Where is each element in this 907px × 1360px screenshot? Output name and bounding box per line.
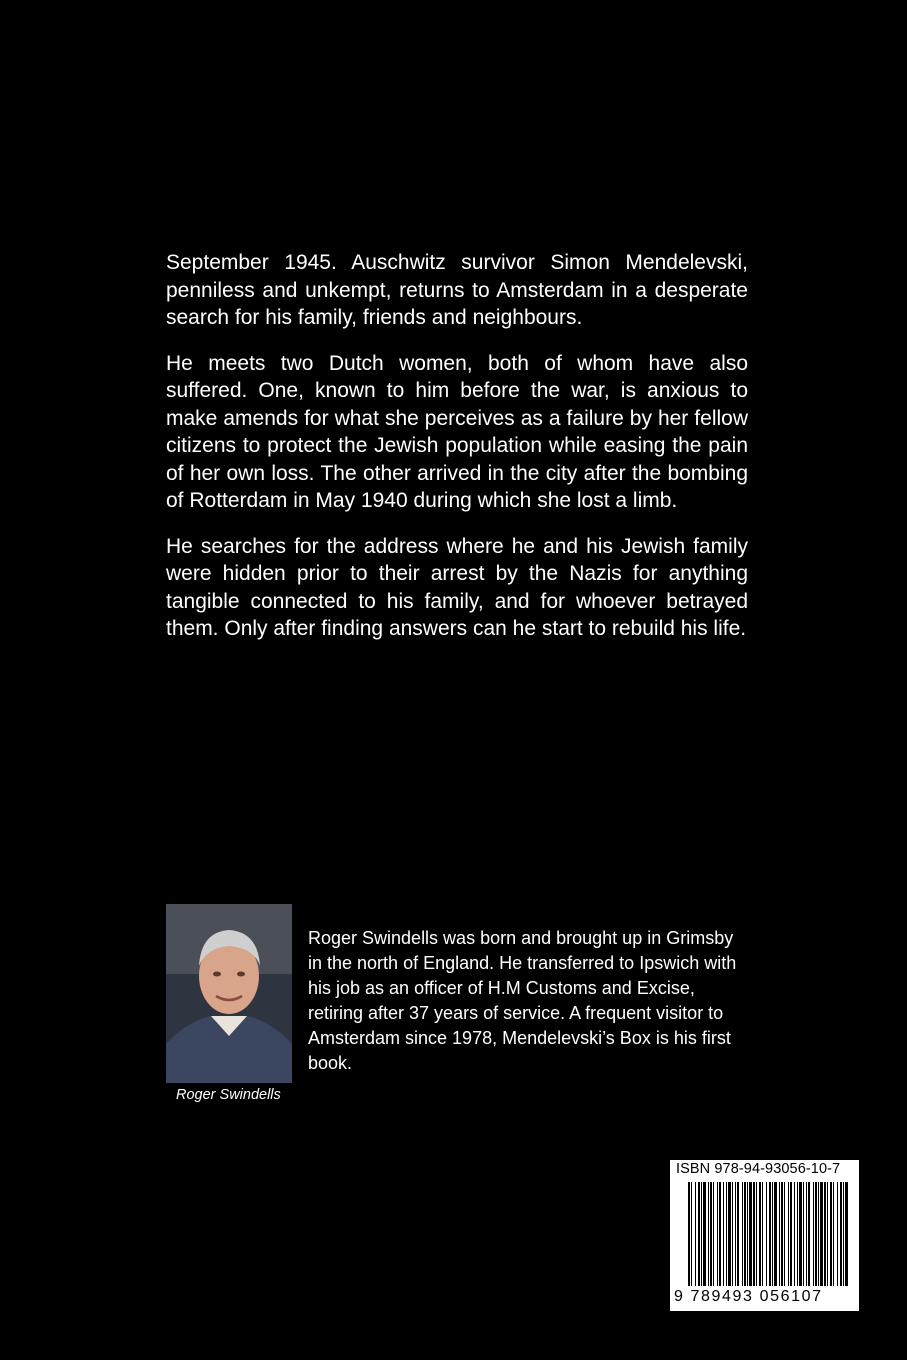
blurb-paragraph-1: September 1945. Auschwitz survivor Simon Mendelevski, penniless and unkempt, returns to Amsterdam in a desperate search for his family, friends and neighbours. [166, 251, 748, 329]
back-cover-blurb [166, 249, 748, 661]
author-photo [166, 904, 292, 1083]
barcode-digits: 9 789493 056107 [674, 1288, 823, 1305]
blurb-paragraph-3: He searches for the address where he and his Jewish family were hidden prior to their arrest by the Nazis for anything tangible connected to his family, and for whoever betrayed them. Only after finding answers can he start to rebuild his life. [166, 534, 748, 640]
author-bio: Roger Swindells was born and brought up in Grimsby in the north of England. He transferred to Ipswich with his job as an officer of H.M Customs and Excise, retiring after 37 years of service. A frequent visitor to Amsterdam since 1978, Mendelevski’s Box is his first book. [308, 928, 737, 1073]
author-photo-caption: Roger Swindells [176, 1087, 281, 1103]
isbn-label: ISBN 978-94-93056-10-7 [676, 1161, 841, 1177]
isbn-barcode [670, 1160, 859, 1311]
blurb-paragraph-2: He meets two Dutch women, both of whom have also suffered. One, known to him before the war, is anxious to make amends for what she perceives as a failure by her fellow citizens to protect the Jewish population while easing the pain of her own loss. The other arrived in the city after the bombing of Rotterdam in May 1940 during which she lost a limb. [166, 351, 748, 512]
